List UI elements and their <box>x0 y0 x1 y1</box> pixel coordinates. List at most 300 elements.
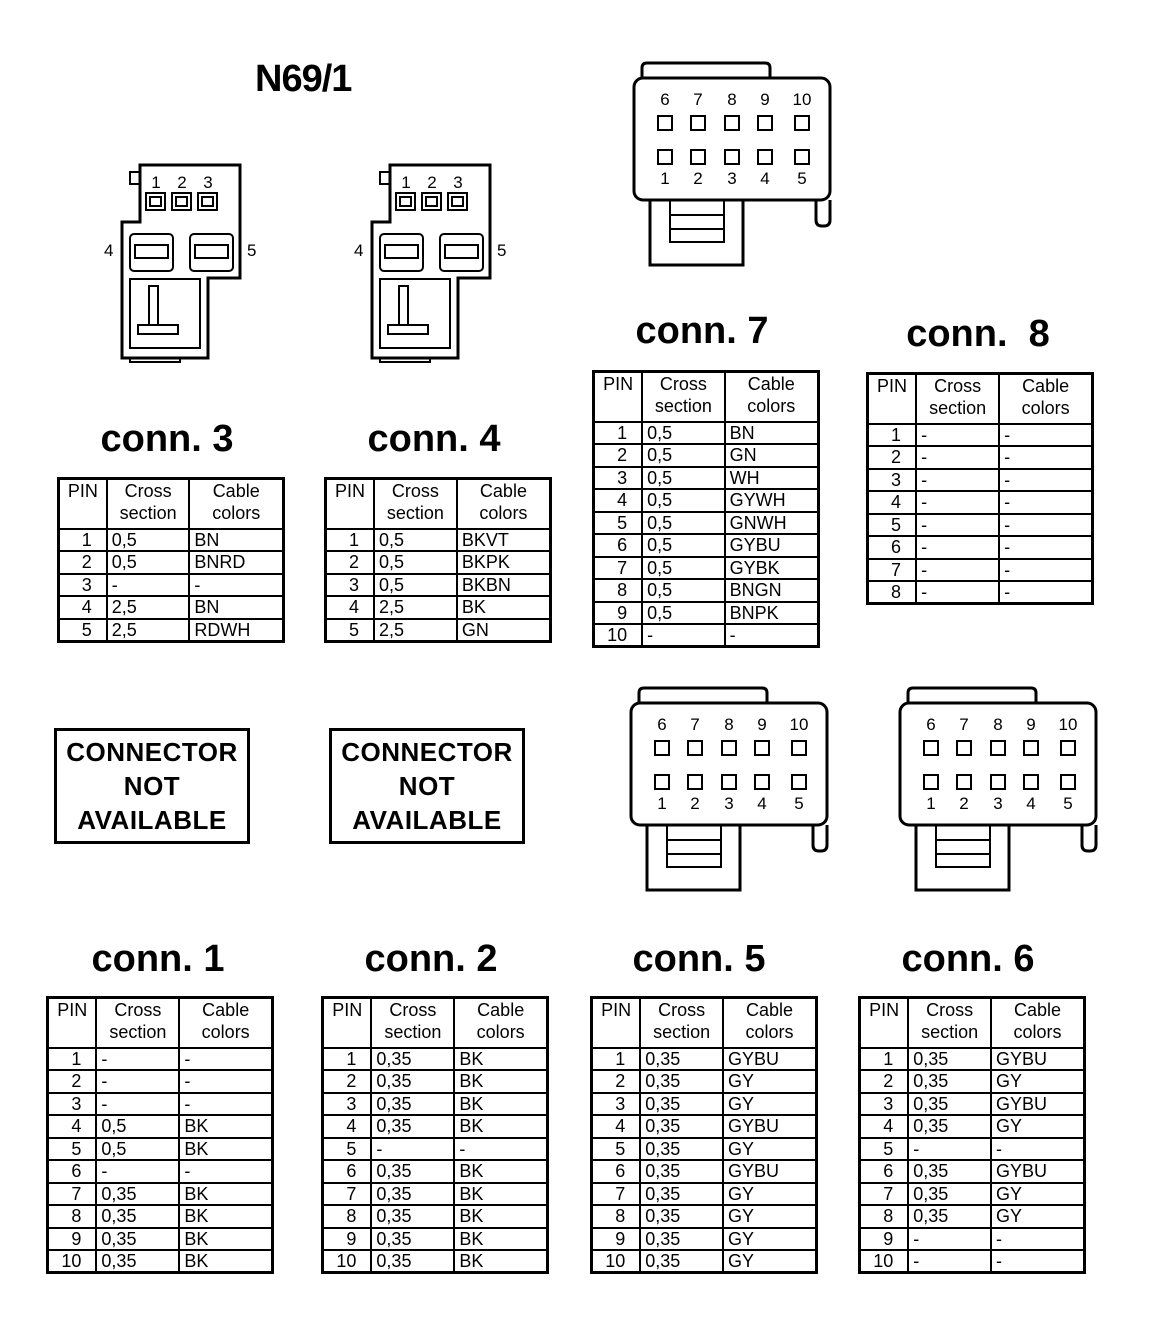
cross-section: 0,5 <box>96 1115 179 1138</box>
pin-number: 9 <box>323 1228 372 1251</box>
table-row <box>59 619 284 642</box>
svg-text:3: 3 <box>203 173 213 192</box>
cable-color: GY <box>723 1250 817 1273</box>
table-row <box>594 512 819 535</box>
pin-number: 2 <box>860 1070 909 1093</box>
table-row <box>326 574 551 597</box>
na-line: AVAILABLE <box>352 805 502 835</box>
cable-color: BK <box>179 1183 272 1206</box>
cross-section: - <box>96 1093 179 1116</box>
connector-title: conn. 1 <box>91 938 225 980</box>
table-row <box>592 1183 817 1206</box>
cable-color: BK <box>454 1250 547 1273</box>
table-row <box>326 596 551 619</box>
pin-number: 6 <box>860 1160 909 1183</box>
svg-text:10: 10 <box>1058 715 1078 734</box>
table-row <box>594 467 819 490</box>
cable-color: GY <box>723 1183 817 1206</box>
svg-text:2: 2 <box>427 173 437 192</box>
cross-section: 2,5 <box>374 596 457 619</box>
pin-number: 7 <box>323 1183 372 1206</box>
table-row <box>48 1115 273 1138</box>
cross-section: 0,35 <box>371 1048 454 1071</box>
table-row <box>323 1205 548 1228</box>
cross-section: 0,5 <box>642 422 724 445</box>
cross-section: 0,5 <box>642 512 724 535</box>
table-row <box>860 1228 1085 1251</box>
pin-number: 8 <box>868 581 917 604</box>
pin-table-conn-4 <box>324 477 552 643</box>
pin-number: 10 <box>592 1250 641 1273</box>
cable-color: - <box>999 559 1092 582</box>
cross-section: 0,35 <box>908 1048 991 1071</box>
cross-section: - <box>916 559 999 582</box>
cable-color: BN <box>189 529 283 552</box>
cable-color: WH <box>725 467 819 490</box>
table-row <box>860 1205 1085 1228</box>
table-row <box>594 534 819 557</box>
table-row <box>868 536 1093 559</box>
svg-text:4: 4 <box>757 794 767 813</box>
cross-section: 0,35 <box>640 1048 723 1071</box>
cross-section: 0,35 <box>96 1228 179 1251</box>
cross-section: 0,35 <box>640 1205 723 1228</box>
na-line: CONNECTOR <box>341 737 513 767</box>
pin-number: 3 <box>326 574 374 597</box>
cross-section: 0,35 <box>96 1183 179 1206</box>
cable-color: - <box>454 1138 547 1161</box>
pin-table-conn-5 <box>590 996 818 1274</box>
cable-color: BK <box>454 1160 547 1183</box>
pin-number: 10 <box>323 1250 372 1273</box>
na-line: NOT <box>123 771 181 801</box>
table-row <box>868 446 1093 469</box>
table-header-cell: Cable colors <box>454 998 547 1048</box>
cross-section: - <box>916 424 999 447</box>
cross-section: 0,35 <box>371 1228 454 1251</box>
pin-number: 9 <box>860 1228 909 1251</box>
svg-text:4: 4 <box>354 241 364 260</box>
table-row <box>592 1250 817 1273</box>
cable-color: - <box>999 446 1092 469</box>
pin-table-conn-7 <box>592 370 820 648</box>
table-row <box>48 1093 273 1116</box>
cable-color: BNRD <box>189 551 283 574</box>
cable-color: RDWH <box>189 619 283 642</box>
pin-number: 1 <box>860 1048 909 1071</box>
cross-section: 0,5 <box>642 444 724 467</box>
svg-text:1: 1 <box>660 169 670 188</box>
table-header-cell: PIN <box>868 374 917 424</box>
cross-section: 0,35 <box>640 1115 723 1138</box>
svg-text:1: 1 <box>151 173 161 192</box>
cross-section: - <box>908 1138 991 1161</box>
cross-section: - <box>908 1228 991 1251</box>
connector-drawing-large <box>886 685 1106 895</box>
cable-color: BKBN <box>457 574 551 597</box>
pin-number: 3 <box>860 1093 909 1116</box>
table-header-cell: PIN <box>594 372 643 422</box>
table-row <box>323 1138 548 1161</box>
cross-section: 0,35 <box>640 1138 723 1161</box>
pin-number: 8 <box>860 1205 909 1228</box>
table-row <box>594 489 819 512</box>
pin-number: 2 <box>48 1070 97 1093</box>
cable-color: - <box>999 514 1092 537</box>
svg-text:7: 7 <box>693 90 703 109</box>
table-header-cell: Cross section <box>371 998 454 1048</box>
pin-number: 9 <box>48 1228 97 1251</box>
table-row <box>48 1160 273 1183</box>
svg-text:7: 7 <box>959 715 969 734</box>
table-row <box>326 529 551 552</box>
connector-drawing-large <box>620 60 840 270</box>
pin-number: 2 <box>592 1070 641 1093</box>
cross-section: 0,5 <box>642 557 724 580</box>
table-row <box>48 1250 273 1273</box>
pin-number: 2 <box>868 446 917 469</box>
cable-color: - <box>999 491 1092 514</box>
table-row <box>48 1183 273 1206</box>
cross-section: - <box>107 574 190 597</box>
page-title: N69/1 <box>255 58 352 100</box>
connector-title: conn. 3 <box>100 418 234 460</box>
cross-section: 0,35 <box>371 1115 454 1138</box>
table-row <box>594 557 819 580</box>
table-header-cell: PIN <box>48 998 97 1048</box>
pin-number: 1 <box>323 1048 372 1071</box>
table-header-cell: Cross section <box>908 998 991 1048</box>
cross-section: 0,5 <box>96 1138 179 1161</box>
cable-color: - <box>999 581 1092 604</box>
pin-number: 1 <box>868 424 917 447</box>
cable-color: BN <box>189 596 283 619</box>
svg-text:9: 9 <box>757 715 767 734</box>
table-row <box>860 1070 1085 1093</box>
svg-text:2: 2 <box>693 169 703 188</box>
pin-number: 7 <box>48 1183 97 1206</box>
cross-section: 2,5 <box>374 619 457 642</box>
table-header-cell: Cable colors <box>189 479 283 529</box>
table-row <box>323 1183 548 1206</box>
cable-color: BK <box>457 596 551 619</box>
pin-number: 4 <box>592 1115 641 1138</box>
cable-color: - <box>991 1228 1085 1251</box>
table-row <box>48 1138 273 1161</box>
cross-section: - <box>908 1250 991 1273</box>
cable-color: BK <box>179 1205 272 1228</box>
cable-color: GY <box>723 1205 817 1228</box>
pin-number: 9 <box>594 602 643 625</box>
cross-section: 0,35 <box>371 1160 454 1183</box>
connector-title: conn. 8 <box>906 313 1050 355</box>
cable-color: GYBU <box>723 1048 817 1071</box>
cable-color: - <box>999 536 1092 559</box>
cable-color: BNPK <box>725 602 819 625</box>
pin-number: 4 <box>860 1115 909 1138</box>
cable-color: GYBU <box>723 1160 817 1183</box>
cable-color: GY <box>723 1093 817 1116</box>
cross-section: 0,35 <box>371 1250 454 1273</box>
table-header-cell: Cable colors <box>725 372 819 422</box>
cable-color: GYBU <box>991 1093 1085 1116</box>
svg-text:5: 5 <box>797 169 807 188</box>
cable-color: BNGN <box>725 579 819 602</box>
cable-color: - <box>999 424 1092 447</box>
cross-section: 0,35 <box>908 1070 991 1093</box>
cross-section: 0,35 <box>371 1070 454 1093</box>
cable-color: GY <box>991 1205 1085 1228</box>
pin-number: 9 <box>592 1228 641 1251</box>
cable-color: BK <box>179 1138 272 1161</box>
table-row <box>323 1070 548 1093</box>
cable-color: GY <box>723 1138 817 1161</box>
table-row <box>48 1228 273 1251</box>
table-header-cell: Cross section <box>640 998 723 1048</box>
cross-section: - <box>96 1048 179 1071</box>
na-line: NOT <box>398 771 456 801</box>
connector-title: conn. 6 <box>901 938 1035 980</box>
cable-color: - <box>179 1160 272 1183</box>
table-row <box>59 529 284 552</box>
cable-color: - <box>991 1250 1085 1273</box>
table-row <box>860 1183 1085 1206</box>
table-row <box>592 1093 817 1116</box>
cross-section: 0,5 <box>107 529 190 552</box>
pin-number: 1 <box>592 1048 641 1071</box>
pin-number: 1 <box>594 422 643 445</box>
table-row <box>860 1160 1085 1183</box>
cable-color: GY <box>991 1070 1085 1093</box>
svg-text:8: 8 <box>993 715 1003 734</box>
table-row <box>323 1228 548 1251</box>
cross-section: 0,5 <box>642 579 724 602</box>
svg-text:9: 9 <box>760 90 770 109</box>
svg-text:6: 6 <box>926 715 936 734</box>
table-header-cell: Cross section <box>642 372 724 422</box>
svg-text:10: 10 <box>792 90 812 109</box>
cable-color: GYBU <box>725 534 819 557</box>
table-row <box>868 491 1093 514</box>
pin-number: 8 <box>594 579 643 602</box>
table-row <box>592 1048 817 1071</box>
cross-section: 2,5 <box>107 596 190 619</box>
pin-number: 5 <box>594 512 643 535</box>
cross-section: - <box>916 581 999 604</box>
svg-text:8: 8 <box>727 90 737 109</box>
pin-number: 6 <box>323 1160 372 1183</box>
table-row <box>326 619 551 642</box>
pin-table-conn-6 <box>858 996 1086 1274</box>
svg-text:3: 3 <box>727 169 737 188</box>
pin-number: 4 <box>868 491 917 514</box>
pin-number: 2 <box>323 1070 372 1093</box>
pin-number: 3 <box>59 574 107 597</box>
svg-text:9: 9 <box>1026 715 1036 734</box>
table-header-cell: Cross section <box>916 374 999 424</box>
table-row <box>592 1115 817 1138</box>
cross-section: 0,5 <box>374 529 457 552</box>
cable-color: GY <box>991 1183 1085 1206</box>
pin-number: 10 <box>860 1250 909 1273</box>
cable-color: GYWH <box>725 489 819 512</box>
table-row <box>860 1138 1085 1161</box>
pin-number: 6 <box>594 534 643 557</box>
cross-section: 0,35 <box>908 1115 991 1138</box>
pin-number: 7 <box>860 1183 909 1206</box>
table-row <box>326 551 551 574</box>
cross-section: - <box>371 1138 454 1161</box>
cross-section: 0,35 <box>371 1205 454 1228</box>
table-header-cell: Cross section <box>96 998 179 1048</box>
table-header-cell: PIN <box>860 998 909 1048</box>
cross-section: 0,35 <box>640 1250 723 1273</box>
table-row <box>868 424 1093 447</box>
pin-number: 3 <box>868 469 917 492</box>
cross-section: 0,35 <box>908 1160 991 1183</box>
pin-number: 2 <box>326 551 374 574</box>
pin-number: 8 <box>48 1205 97 1228</box>
cable-color: GY <box>723 1228 817 1251</box>
cross-section: 0,5 <box>642 467 724 490</box>
cross-section: 0,5 <box>374 551 457 574</box>
pin-table-conn-2 <box>321 996 549 1274</box>
table-header-cell: Cable colors <box>179 998 272 1048</box>
cable-color: BN <box>725 422 819 445</box>
table-row <box>594 602 819 625</box>
table-header-cell: Cross section <box>374 479 457 529</box>
pin-number: 2 <box>594 444 643 467</box>
cable-color: - <box>179 1070 272 1093</box>
table-header-cell: Cable colors <box>991 998 1085 1048</box>
svg-text:2: 2 <box>690 794 700 813</box>
svg-text:3: 3 <box>453 173 463 192</box>
table-row <box>48 1048 273 1071</box>
cross-section: 0,5 <box>642 534 724 557</box>
svg-text:4: 4 <box>104 241 114 260</box>
pin-number: 4 <box>594 489 643 512</box>
table-row <box>592 1138 817 1161</box>
cross-section: 0,35 <box>640 1228 723 1251</box>
pin-number: 1 <box>326 529 374 552</box>
table-row <box>594 579 819 602</box>
cable-color: BK <box>454 1093 547 1116</box>
cross-section: 0,5 <box>107 551 190 574</box>
table-row <box>868 559 1093 582</box>
cable-color: - <box>179 1048 272 1071</box>
cross-section: 0,35 <box>640 1183 723 1206</box>
cable-color: GY <box>723 1070 817 1093</box>
svg-text:7: 7 <box>690 715 700 734</box>
cross-section: 0,35 <box>908 1093 991 1116</box>
pin-number: 5 <box>59 619 107 642</box>
na-line: CONNECTOR <box>66 737 238 767</box>
pin-number: 3 <box>48 1093 97 1116</box>
connector-not-available-box <box>329 728 525 844</box>
cable-color: - <box>189 574 283 597</box>
table-row <box>323 1160 548 1183</box>
cable-color: BK <box>454 1070 547 1093</box>
pin-number: 3 <box>323 1093 372 1116</box>
cross-section: - <box>96 1160 179 1183</box>
table-row <box>59 596 284 619</box>
table-row <box>59 551 284 574</box>
pin-number: 3 <box>592 1093 641 1116</box>
pin-number: 5 <box>860 1138 909 1161</box>
cable-color: GYBU <box>723 1115 817 1138</box>
connector-title: conn. 7 <box>635 310 769 352</box>
cable-color: BK <box>179 1228 272 1251</box>
svg-text:6: 6 <box>660 90 670 109</box>
na-line: AVAILABLE <box>77 805 227 835</box>
cable-color: BK <box>454 1205 547 1228</box>
cable-color: GYBU <box>991 1160 1085 1183</box>
svg-text:4: 4 <box>1026 794 1036 813</box>
pin-number: 5 <box>326 619 374 642</box>
table-header-cell: Cable colors <box>999 374 1092 424</box>
connector-not-available-box <box>54 728 250 844</box>
table-row <box>860 1048 1085 1071</box>
pin-number: 7 <box>594 557 643 580</box>
table-header-cell: PIN <box>326 479 374 529</box>
table-row <box>323 1048 548 1071</box>
cable-color: GYBU <box>991 1048 1085 1071</box>
svg-text:6: 6 <box>657 715 667 734</box>
pin-number: 5 <box>592 1138 641 1161</box>
table-row <box>860 1250 1085 1273</box>
table-row <box>594 624 819 647</box>
pin-number: 10 <box>594 624 643 647</box>
table-row <box>868 514 1093 537</box>
svg-text:5: 5 <box>1063 794 1073 813</box>
table-row <box>323 1093 548 1116</box>
cross-section: 0,35 <box>640 1160 723 1183</box>
cable-color: BK <box>179 1250 272 1273</box>
table-row <box>59 574 284 597</box>
cable-color: GNWH <box>725 512 819 535</box>
table-row <box>868 469 1093 492</box>
svg-text:10: 10 <box>789 715 809 734</box>
pin-number: 1 <box>48 1048 97 1071</box>
svg-text:4: 4 <box>760 169 770 188</box>
cable-color: BK <box>454 1228 547 1251</box>
cable-color: BK <box>179 1115 272 1138</box>
table-header-cell: PIN <box>323 998 372 1048</box>
svg-text:8: 8 <box>724 715 734 734</box>
cable-color: BKVT <box>457 529 551 552</box>
cross-section: 2,5 <box>107 619 190 642</box>
table-row <box>868 581 1093 604</box>
cable-color: - <box>179 1093 272 1116</box>
pin-number: 2 <box>59 551 107 574</box>
cross-section: 0,5 <box>642 489 724 512</box>
pin-number: 6 <box>592 1160 641 1183</box>
cross-section: 0,35 <box>96 1205 179 1228</box>
pin-number: 1 <box>59 529 107 552</box>
pin-number: 4 <box>48 1115 97 1138</box>
cross-section: - <box>96 1070 179 1093</box>
connector-drawing-small <box>100 160 270 365</box>
cross-section: 0,35 <box>96 1250 179 1273</box>
pin-number: 10 <box>48 1250 97 1273</box>
cross-section: 0,35 <box>640 1093 723 1116</box>
cable-color: - <box>725 624 819 647</box>
cable-color: BK <box>454 1048 547 1071</box>
cable-color: - <box>999 469 1092 492</box>
table-row <box>48 1205 273 1228</box>
cross-section: 0,35 <box>908 1205 991 1228</box>
pin-number: 4 <box>326 596 374 619</box>
